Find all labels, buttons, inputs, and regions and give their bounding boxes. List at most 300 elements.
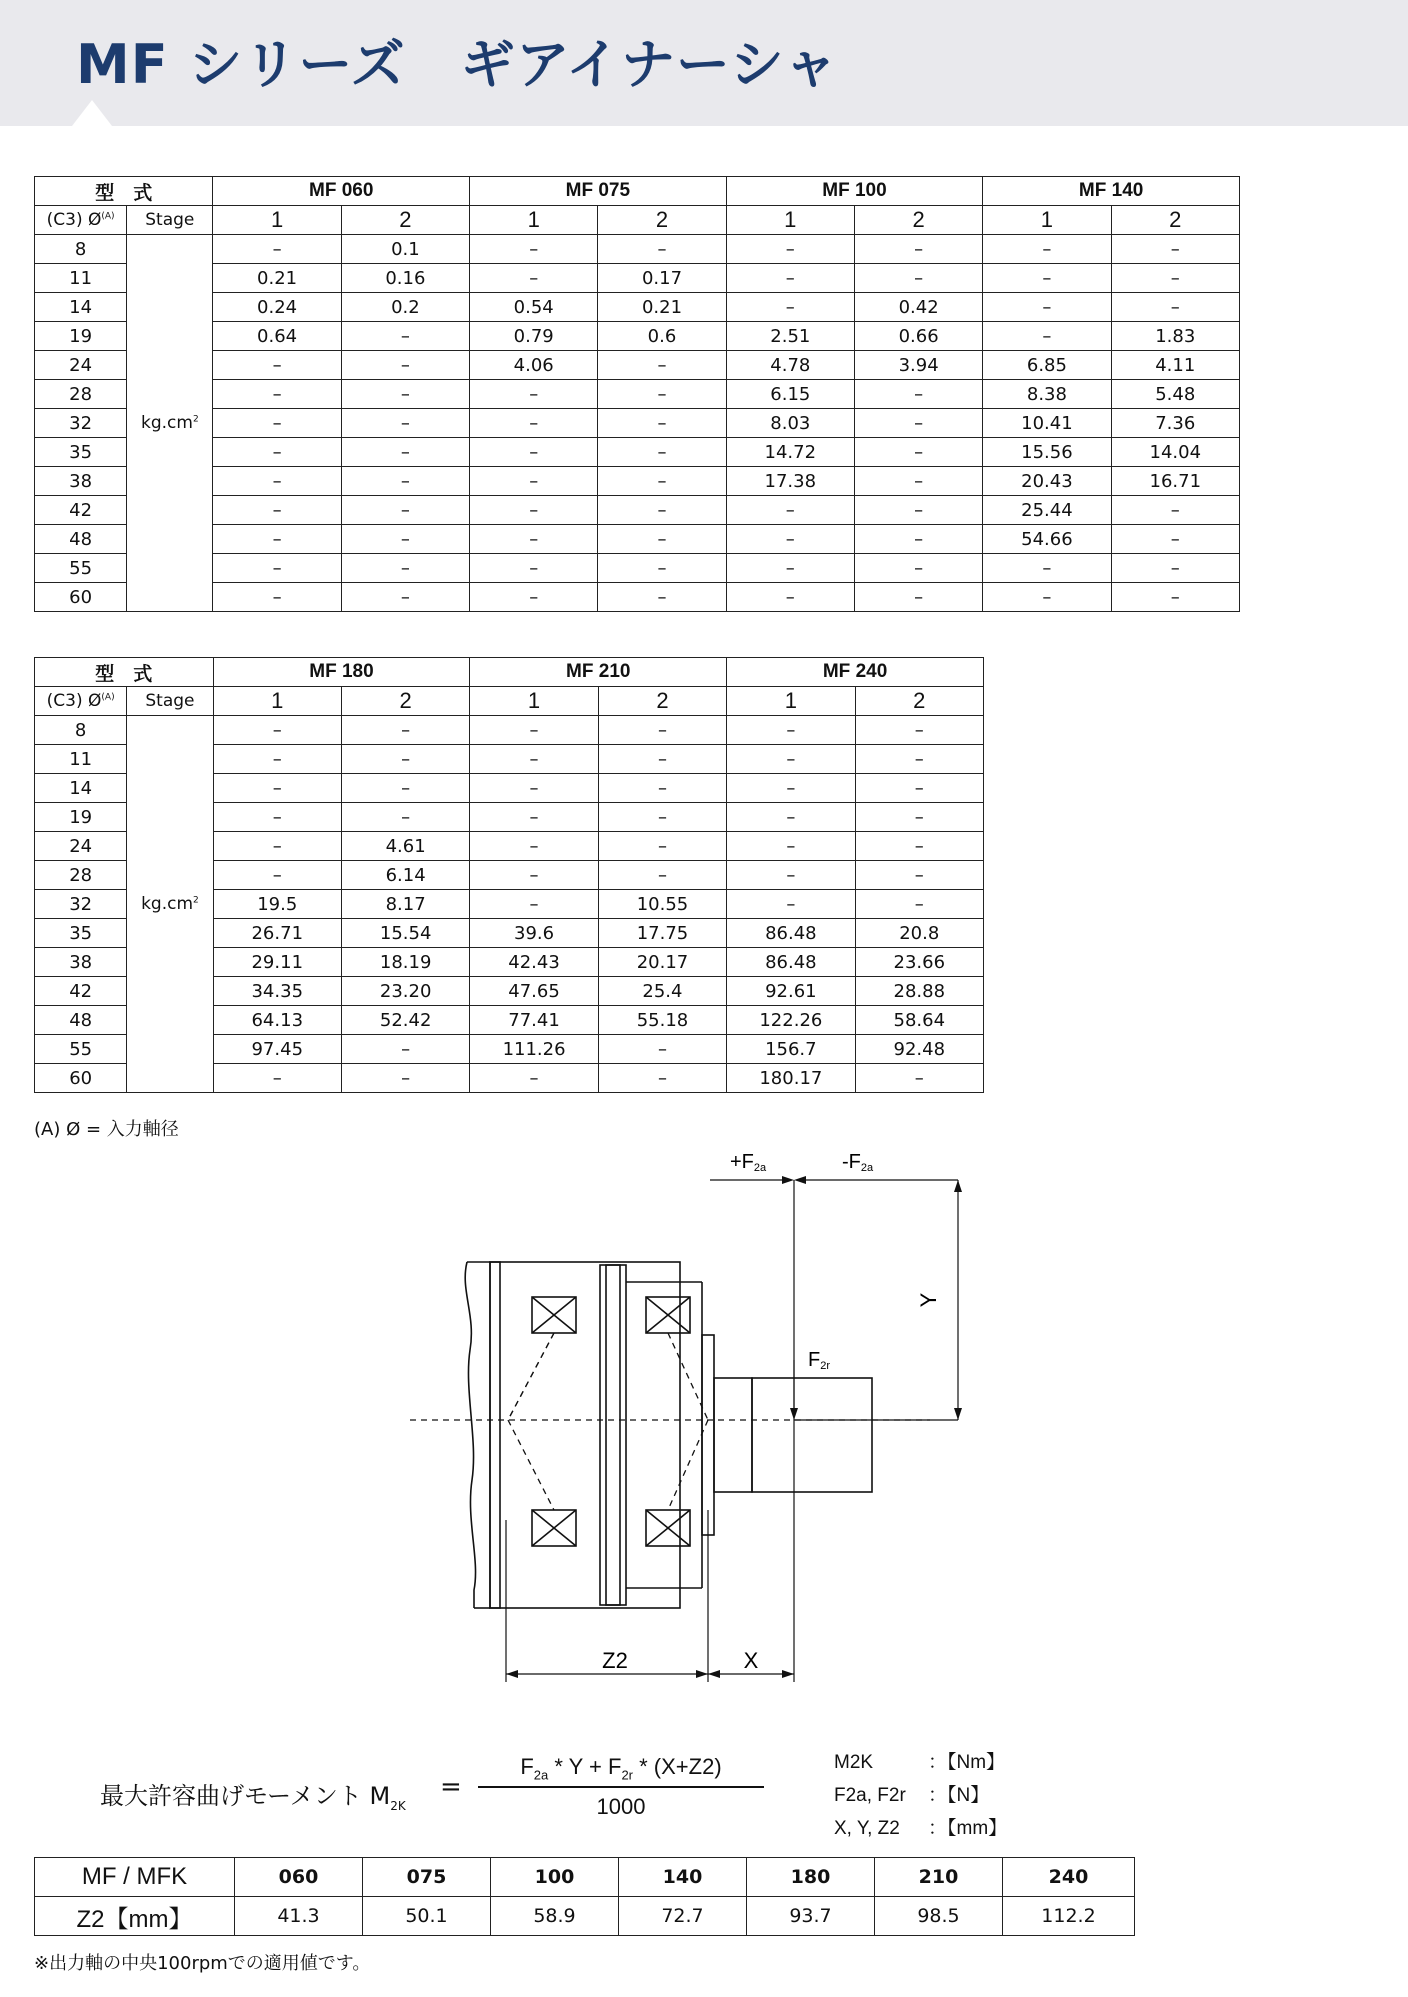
stage-number: 2: [1111, 206, 1239, 235]
inertia-value: 14.72: [726, 438, 854, 467]
inertia-value: –: [1111, 235, 1239, 264]
inertia-value: 86.48: [727, 919, 855, 948]
inertia-value: 52.42: [341, 1006, 469, 1035]
stage-header-row: [35, 206, 1240, 235]
inertia-value: –: [213, 861, 341, 890]
inertia-value: 47.65: [470, 977, 598, 1006]
model-header: MF 210: [470, 658, 727, 687]
inertia-value: 20.17: [598, 948, 726, 977]
y-dimension-label: Y: [916, 1292, 941, 1308]
z2-model-header: 180: [747, 1858, 875, 1897]
inertia-value: 23.66: [855, 948, 983, 977]
stage-number: 1: [983, 206, 1111, 235]
inertia-value: –: [854, 438, 982, 467]
inertia-value: –: [341, 467, 469, 496]
inertia-value: –: [855, 832, 983, 861]
inertia-value: –: [213, 554, 341, 583]
table-row: [35, 293, 1240, 322]
inertia-value: –: [470, 832, 598, 861]
table-row: [35, 235, 1240, 264]
inertia-value: –: [213, 774, 341, 803]
inertia-value: –: [341, 583, 469, 612]
inertia-value: –: [470, 583, 598, 612]
inertia-value: –: [213, 803, 341, 832]
inertia-value: –: [854, 467, 982, 496]
inertia-value: –: [855, 716, 983, 745]
unit-exponent: 2: [192, 414, 199, 425]
diameter-value: 28: [35, 861, 127, 890]
inertia-value: –: [855, 861, 983, 890]
x-dimension-label: X: [743, 1648, 759, 1673]
z2-value: 93.7: [747, 1897, 875, 1936]
inertia-value: –: [470, 380, 598, 409]
model-header-row: [35, 177, 1240, 206]
banner-notch: [72, 100, 112, 126]
inertia-value: –: [854, 264, 982, 293]
inertia-value: –: [213, 832, 341, 861]
diameter-value: 35: [35, 438, 127, 467]
inertia-value: –: [598, 1064, 726, 1093]
inertia-value: –: [726, 293, 854, 322]
diameter-value: 32: [35, 409, 127, 438]
z2-value: 50.1: [363, 1897, 491, 1936]
inertia-value: 2.51: [726, 322, 854, 351]
inertia-value: 39.6: [470, 919, 598, 948]
inertia-value: –: [598, 583, 726, 612]
model-header: MF 075: [470, 177, 727, 206]
inertia-value: –: [726, 554, 854, 583]
footnote: ※出力軸の中央100rpmでの適用値です。: [34, 1953, 371, 1974]
inertia-value: –: [213, 438, 341, 467]
table-row: [35, 438, 1240, 467]
inertia-value: –: [341, 380, 469, 409]
inertia-value: 6.15: [726, 380, 854, 409]
inertia-value: 23.20: [341, 977, 469, 1006]
model-header: MF 240: [727, 658, 984, 687]
inertia-value: 0.16: [341, 264, 469, 293]
z2-row-label: Z2【mm】: [35, 1897, 235, 1936]
inertia-value: 4.11: [1111, 351, 1239, 380]
diameter-label: (C3) Ø: [46, 691, 102, 711]
table-row: [35, 583, 1240, 612]
table-row: [35, 380, 1240, 409]
z2-header-row: [35, 1858, 1135, 1897]
inertia-value: 97.45: [213, 1035, 341, 1064]
inertia-value: –: [598, 496, 726, 525]
inertia-value: 34.35: [213, 977, 341, 1006]
diameter-value: 19: [35, 322, 127, 351]
inertia-value: 42.43: [470, 948, 598, 977]
stage-number: 2: [855, 687, 983, 716]
model-header: MF 140: [983, 177, 1240, 206]
formula-label: 最大許容曲げモーメント $M_{2K}$: [100, 1782, 406, 1813]
inertia-value: –: [341, 1064, 469, 1093]
inertia-value: 0.64: [213, 322, 341, 351]
inertia-value: 3.94: [854, 351, 982, 380]
inertia-value: –: [854, 235, 982, 264]
model-header: MF 180: [213, 658, 470, 687]
type-header: 型 式: [35, 177, 213, 206]
diameter-value: 24: [35, 832, 127, 861]
inertia-value: –: [341, 525, 469, 554]
formula-denominator: 1000: [596, 1794, 646, 1819]
table-row: [35, 351, 1240, 380]
z2-model-header: 075: [363, 1858, 491, 1897]
unit-cell: [127, 235, 213, 612]
unit-label: kg.cm: [140, 413, 193, 433]
inertia-value: 92.61: [727, 977, 855, 1006]
inertia-value: 0.21: [213, 264, 341, 293]
z2-value: 41.3: [235, 1897, 363, 1936]
table-row: [35, 264, 1240, 293]
inertia-value: 77.41: [470, 1006, 598, 1035]
diameter-value: 19: [35, 803, 127, 832]
shaft-diameter-note: (A) Ø = 入力軸径: [34, 1119, 179, 1140]
inertia-value: –: [470, 1064, 598, 1093]
inertia-value: 180.17: [727, 1064, 855, 1093]
z2-value: 112.2: [1003, 1897, 1135, 1936]
inertia-value: –: [470, 496, 598, 525]
diameter-value: 8: [35, 235, 127, 264]
diameter-value: 11: [35, 745, 127, 774]
inertia-value: –: [855, 803, 983, 832]
inertia-value: –: [1111, 264, 1239, 293]
inertia-value: –: [213, 380, 341, 409]
stage-number: 1: [727, 687, 855, 716]
inertia-value: –: [727, 716, 855, 745]
inertia-value: –: [598, 803, 726, 832]
stage-number: 1: [470, 687, 598, 716]
diameter-value: 35: [35, 919, 127, 948]
diameter-value: 38: [35, 948, 127, 977]
z2-table: [34, 1857, 1135, 1936]
inertia-value: –: [854, 554, 982, 583]
z2-model-header: 100: [491, 1858, 619, 1897]
inertia-value: –: [854, 496, 982, 525]
diameter-value: 55: [35, 554, 127, 583]
inertia-value: 0.6: [598, 322, 726, 351]
stage-number: 2: [598, 206, 726, 235]
inertia-value: –: [213, 525, 341, 554]
inertia-value: –: [854, 409, 982, 438]
inertia-value: –: [470, 467, 598, 496]
diameter-value: 55: [35, 1035, 127, 1064]
inertia-value: –: [470, 803, 598, 832]
diameter-value: 8: [35, 716, 127, 745]
inertia-value: 122.26: [727, 1006, 855, 1035]
model-header-row: [35, 658, 984, 687]
stage-number: 2: [598, 687, 726, 716]
inertia-value: 17.38: [726, 467, 854, 496]
inertia-value: –: [1111, 525, 1239, 554]
unit-label: kg.cm: [141, 894, 194, 914]
inertia-value: –: [983, 264, 1111, 293]
diameter-value: 38: [35, 467, 127, 496]
inertia-value: –: [213, 583, 341, 612]
inertia-value: –: [855, 890, 983, 919]
inertia-value: –: [213, 716, 341, 745]
page-title: MF シリーズ ギアイナーシャ: [76, 33, 839, 96]
inertia-value: 0.42: [854, 293, 982, 322]
inertia-value: 20.43: [983, 467, 1111, 496]
inertia-value: –: [598, 525, 726, 554]
plus-f2a-label: +F2a: [730, 1151, 767, 1174]
inertia-value: –: [726, 496, 854, 525]
inertia-value: 16.71: [1111, 467, 1239, 496]
minus-f2a-label: -F2a: [842, 1151, 874, 1174]
inertia-value: –: [598, 235, 726, 264]
inertia-value: –: [727, 803, 855, 832]
stage-number: 1: [470, 206, 598, 235]
z2-model-header: 240: [1003, 1858, 1135, 1897]
inertia-value: 0.1: [341, 235, 469, 264]
fraction-bar: [478, 1786, 764, 1788]
inertia-value: –: [213, 409, 341, 438]
inertia-value: 4.78: [726, 351, 854, 380]
inertia-value: –: [855, 774, 983, 803]
model-header: MF 060: [213, 177, 470, 206]
inertia-value: 64.13: [213, 1006, 341, 1035]
inertia-value: –: [1111, 496, 1239, 525]
inertia-value: –: [341, 745, 469, 774]
inertia-value: 1.83: [1111, 322, 1239, 351]
inertia-value: 54.66: [983, 525, 1111, 554]
inertia-value: –: [598, 745, 726, 774]
inertia-value: 0.79: [470, 322, 598, 351]
inertia-value: 92.48: [855, 1035, 983, 1064]
table-row: [35, 409, 1240, 438]
unit-cell: [127, 716, 213, 1093]
inertia-value: –: [341, 716, 469, 745]
z2-series-header: MF / MFK: [35, 1858, 235, 1897]
inertia-value: 58.64: [855, 1006, 983, 1035]
inertia-value: –: [598, 832, 726, 861]
inertia-value: 4.06: [470, 351, 598, 380]
inertia-value: –: [598, 438, 726, 467]
model-header: MF 100: [726, 177, 983, 206]
inertia-value: –: [470, 438, 598, 467]
inertia-value: –: [983, 583, 1111, 612]
inertia-value: 8.38: [983, 380, 1111, 409]
z2-model-header: 140: [619, 1858, 747, 1897]
stage-number: 2: [341, 687, 469, 716]
inertia-value: 8.17: [341, 890, 469, 919]
inertia-value: –: [727, 832, 855, 861]
inertia-value: 111.26: [470, 1035, 598, 1064]
stage-number: 1: [213, 687, 341, 716]
inertia-value: –: [598, 409, 726, 438]
inertia-value: –: [726, 583, 854, 612]
formula-equals: =: [440, 1772, 462, 1802]
diameter-value: 24: [35, 351, 127, 380]
inertia-value: –: [470, 264, 598, 293]
inertia-value: 6.85: [983, 351, 1111, 380]
inertia-value: 0.66: [854, 322, 982, 351]
inertia-value: 6.14: [341, 861, 469, 890]
inertia-value: –: [341, 438, 469, 467]
radial-load-diagram: [390, 1140, 990, 1700]
inertia-value: –: [983, 322, 1111, 351]
inertia-value: –: [1111, 583, 1239, 612]
inertia-value: –: [470, 235, 598, 264]
inertia-value: 0.21: [598, 293, 726, 322]
inertia-value: –: [983, 235, 1111, 264]
inertia-value: –: [213, 496, 341, 525]
inertia-value: –: [598, 380, 726, 409]
inertia-value: –: [598, 467, 726, 496]
unit-legend: [834, 1746, 1007, 1845]
inertia-value: 19.5: [213, 890, 341, 919]
stage-number: 2: [854, 206, 982, 235]
stage-number: 2: [341, 206, 469, 235]
inertia-value: –: [470, 774, 598, 803]
table-row: [35, 716, 984, 745]
inertia-value: 18.19: [341, 948, 469, 977]
diameter-header: [35, 687, 127, 716]
inertia-value: 25.4: [598, 977, 726, 1006]
inertia-value: –: [341, 803, 469, 832]
diameter-value: 48: [35, 525, 127, 554]
diameter-note-marker: (A): [101, 211, 115, 222]
z2-dimension-label: Z2: [602, 1648, 628, 1673]
z2-value-row: [35, 1897, 1135, 1936]
inertia-value: 10.55: [598, 890, 726, 919]
inertia-value: 4.61: [341, 832, 469, 861]
inertia-value: –: [341, 409, 469, 438]
inertia-value: –: [213, 745, 341, 774]
diameter-value: 60: [35, 583, 127, 612]
diameter-value: 32: [35, 890, 127, 919]
unit-row-m2k: M2K ：【Nm】: [834, 1752, 1006, 1773]
inertia-value: 8.03: [726, 409, 854, 438]
inertia-value: 0.2: [341, 293, 469, 322]
unit-row-length: X, Y, Z2 ：【mm】: [834, 1818, 1008, 1839]
inertia-value: –: [213, 351, 341, 380]
diameter-value: 60: [35, 1064, 127, 1093]
inertia-value: –: [1111, 293, 1239, 322]
stage-header-row: [35, 687, 984, 716]
diameter-value: 48: [35, 1006, 127, 1035]
unit-exponent: 2: [193, 895, 199, 906]
inertia-value: –: [341, 554, 469, 583]
inertia-value: 15.56: [983, 438, 1111, 467]
inertia-value: –: [598, 1035, 726, 1064]
inertia-value: –: [470, 890, 598, 919]
formula-numerator: $F_{2a} * Y + F_{2r} * (X+Z2)$: [520, 1754, 722, 1783]
inertia-value: –: [470, 861, 598, 890]
inertia-value: –: [1111, 554, 1239, 583]
table-row: [35, 467, 1240, 496]
inertia-value: –: [470, 525, 598, 554]
inertia-value: –: [726, 235, 854, 264]
stage-header: Stage: [127, 206, 213, 235]
diameter-value: 28: [35, 380, 127, 409]
f2r-label: F2r: [808, 1349, 830, 1372]
inertia-value: –: [727, 774, 855, 803]
inertia-value: –: [854, 525, 982, 554]
z2-value: 72.7: [619, 1897, 747, 1936]
table-row: [35, 525, 1240, 554]
z2-value: 58.9: [491, 1897, 619, 1936]
diameter-value: 11: [35, 264, 127, 293]
inertia-value: 156.7: [727, 1035, 855, 1064]
z2-value: 98.5: [875, 1897, 1003, 1936]
z2-model-header: 210: [875, 1858, 1003, 1897]
inertia-value: 0.24: [213, 293, 341, 322]
inertia-value: –: [341, 1035, 469, 1064]
stage-number: 1: [213, 206, 341, 235]
inertia-value: –: [470, 409, 598, 438]
diameter-value: 14: [35, 774, 127, 803]
inertia-value: –: [598, 351, 726, 380]
inertia-value: –: [213, 235, 341, 264]
inertia-value: 17.75: [598, 919, 726, 948]
inertia-value: 55.18: [598, 1006, 726, 1035]
inertia-value: –: [598, 716, 726, 745]
inertia-value: –: [470, 716, 598, 745]
inertia-value: 10.41: [983, 409, 1111, 438]
inertia-value: –: [213, 1064, 341, 1093]
inertia-value: –: [726, 264, 854, 293]
inertia-value: 0.17: [598, 264, 726, 293]
inertia-value: 14.04: [1111, 438, 1239, 467]
inertia-table-1: [34, 176, 1240, 612]
inertia-value: –: [855, 745, 983, 774]
inertia-value: –: [470, 745, 598, 774]
inertia-value: –: [598, 861, 726, 890]
stage-number: 1: [726, 206, 854, 235]
inertia-value: 86.48: [727, 948, 855, 977]
inertia-value: 20.8: [855, 919, 983, 948]
inertia-value: 0.54: [470, 293, 598, 322]
inertia-value: 5.48: [1111, 380, 1239, 409]
table-row: [35, 496, 1240, 525]
inertia-value: –: [854, 380, 982, 409]
inertia-value: –: [854, 583, 982, 612]
z2-model-header: 060: [235, 1858, 363, 1897]
inertia-value: –: [341, 351, 469, 380]
diameter-label: (C3) Ø: [46, 210, 102, 230]
diameter-header: [35, 206, 127, 235]
inertia-value: 28.88: [855, 977, 983, 1006]
inertia-table-2: [34, 657, 984, 1093]
inertia-value: –: [983, 554, 1111, 583]
table-row: [35, 554, 1240, 583]
inertia-value: –: [726, 525, 854, 554]
diameter-value: 42: [35, 496, 127, 525]
type-header: 型 式: [35, 658, 214, 687]
inertia-value: 25.44: [983, 496, 1111, 525]
diameter-value: 14: [35, 293, 127, 322]
inertia-value: –: [855, 1064, 983, 1093]
inertia-value: –: [727, 890, 855, 919]
inertia-value: –: [727, 861, 855, 890]
inertia-value: –: [598, 554, 726, 583]
inertia-value: –: [727, 745, 855, 774]
diameter-note-marker: (A): [101, 692, 115, 703]
inertia-value: 7.36: [1111, 409, 1239, 438]
stage-header: Stage: [127, 687, 213, 716]
title-banner: [0, 0, 1408, 126]
inertia-value: –: [341, 774, 469, 803]
inertia-value: –: [598, 774, 726, 803]
inertia-value: –: [341, 322, 469, 351]
inertia-value: –: [213, 467, 341, 496]
diameter-value: 42: [35, 977, 127, 1006]
inertia-value: –: [983, 293, 1111, 322]
inertia-value: –: [341, 496, 469, 525]
inertia-value: 26.71: [213, 919, 341, 948]
